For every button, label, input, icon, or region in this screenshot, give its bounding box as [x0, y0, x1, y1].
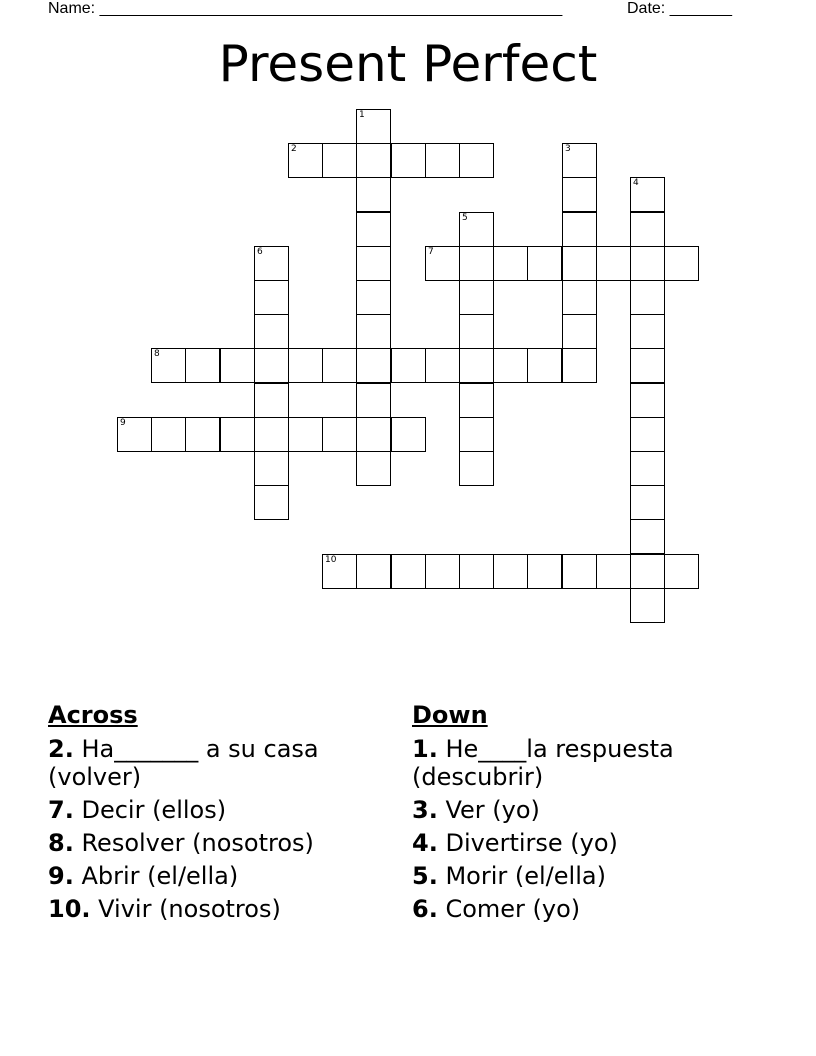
crossword-cell[interactable] [254, 314, 289, 349]
crossword-cell[interactable] [425, 348, 460, 383]
down-clue [412, 796, 752, 824]
crossword-cell[interactable] [630, 451, 665, 486]
crossword-cell[interactable] [596, 554, 631, 589]
crossword-cell[interactable] [630, 519, 665, 554]
crossword-cell[interactable] [391, 417, 426, 452]
clue-text: Decir (ellos) [73, 796, 227, 824]
across-clue [48, 862, 388, 890]
crossword-cell[interactable] [630, 554, 665, 589]
cell-number: 4 [633, 178, 639, 188]
crossword-cell[interactable] [562, 212, 597, 247]
crossword-cell[interactable] [254, 280, 289, 315]
clue-text: Comer (yo) [437, 895, 581, 923]
crossword-cell[interactable] [630, 280, 665, 315]
crossword-cell[interactable] [459, 212, 494, 247]
clue-text: Resolver (nosotros) [73, 829, 314, 857]
crossword-cell[interactable] [391, 143, 426, 178]
crossword-cell[interactable] [425, 246, 460, 281]
crossword-cell[interactable] [630, 588, 665, 623]
crossword-cell[interactable] [322, 348, 357, 383]
cell-number: 1 [359, 110, 365, 120]
clue-number: 6. [412, 895, 438, 923]
crossword-cell[interactable] [596, 246, 631, 281]
crossword-cell[interactable] [151, 417, 186, 452]
crossword-cell[interactable] [356, 383, 391, 418]
crossword-cell[interactable] [459, 417, 494, 452]
crossword-cell[interactable] [356, 348, 391, 383]
crossword-cell[interactable] [493, 348, 528, 383]
crossword-cell[interactable] [356, 451, 391, 486]
cell-number: 3 [565, 144, 571, 154]
crossword-cell[interactable] [185, 348, 220, 383]
crossword-cell[interactable] [459, 383, 494, 418]
crossword-cell[interactable] [459, 246, 494, 281]
down-clue [412, 862, 752, 890]
crossword-cell[interactable] [254, 348, 289, 383]
crossword-cell[interactable] [630, 383, 665, 418]
clue-text: Ha_______ a su casa (volver) [48, 735, 319, 791]
across-heading: Across [48, 701, 138, 729]
clue-text: Vivir (nosotros) [90, 895, 281, 923]
crossword-cell[interactable] [459, 554, 494, 589]
crossword-cell[interactable] [356, 246, 391, 281]
crossword-cell[interactable] [117, 417, 152, 452]
crossword-cell[interactable] [391, 554, 426, 589]
crossword-cell[interactable] [322, 417, 357, 452]
down-clue [412, 895, 752, 923]
crossword-cell[interactable] [425, 554, 460, 589]
name-field-label: Name: ____________________________________________________ [48, 0, 563, 17]
crossword-cell[interactable] [527, 554, 562, 589]
clue-number: 1. [412, 735, 438, 763]
crossword-cell[interactable] [630, 177, 665, 212]
clue-text: Divertirse (yo) [437, 829, 618, 857]
crossword-cell[interactable] [288, 417, 323, 452]
clue-text: Abrir (el/ella) [73, 862, 239, 890]
crossword-cell[interactable] [459, 143, 494, 178]
cell-number: 2 [291, 144, 297, 154]
clue-number: 2. [48, 735, 74, 763]
across-clue [48, 796, 388, 824]
clue-text: Morir (el/ella) [437, 862, 606, 890]
crossword-cell[interactable] [630, 246, 665, 281]
down-heading: Down [412, 701, 488, 729]
crossword-cell[interactable] [356, 417, 391, 452]
crossword-cell[interactable] [220, 417, 255, 452]
crossword-cell[interactable] [527, 246, 562, 281]
crossword-cell[interactable] [562, 314, 597, 349]
across-clue [48, 895, 388, 923]
crossword-cell[interactable] [254, 485, 289, 520]
crossword-cell[interactable] [356, 109, 391, 144]
crossword-cell[interactable] [459, 280, 494, 315]
cell-number: 5 [462, 213, 468, 223]
cell-number: 6 [257, 247, 263, 257]
crossword-cell[interactable] [630, 417, 665, 452]
crossword-cell[interactable] [356, 143, 391, 178]
cell-number: 10 [325, 555, 337, 565]
down-clue [412, 735, 752, 791]
down-clue [412, 829, 752, 857]
clue-text: He____la respuesta (descubrir) [412, 735, 674, 791]
crossword-cell[interactable] [562, 143, 597, 178]
crossword-cell[interactable] [630, 348, 665, 383]
clue-number: 8. [48, 829, 74, 857]
crossword-cell[interactable] [630, 212, 665, 247]
crossword-cell[interactable] [254, 451, 289, 486]
crossword-cell[interactable] [322, 554, 357, 589]
clue-number: 10. [48, 895, 91, 923]
across-clues [48, 701, 388, 928]
cell-number: 9 [120, 418, 126, 428]
crossword-cell[interactable] [493, 554, 528, 589]
crossword-cell[interactable] [664, 554, 699, 589]
crossword-cell[interactable] [288, 143, 323, 178]
clue-number: 3. [412, 796, 438, 824]
across-clue [48, 829, 388, 857]
page-title: Present Perfect [218, 35, 598, 93]
crossword-cell[interactable] [254, 383, 289, 418]
crossword-cell[interactable] [356, 212, 391, 247]
crossword-cell[interactable] [356, 177, 391, 212]
crossword-cell[interactable] [630, 485, 665, 520]
down-clues [412, 701, 752, 928]
crossword-cell[interactable] [630, 314, 665, 349]
crossword-cell[interactable] [220, 348, 255, 383]
crossword-cell[interactable] [322, 143, 357, 178]
crossword-cell[interactable] [185, 417, 220, 452]
crossword-cell[interactable] [356, 314, 391, 349]
crossword-cell[interactable] [391, 348, 426, 383]
crossword-cell[interactable] [664, 246, 699, 281]
clue-text: Ver (yo) [437, 796, 540, 824]
crossword-cell[interactable] [288, 348, 323, 383]
clue-number: 5. [412, 862, 438, 890]
cell-number: 7 [428, 247, 434, 257]
crossword-cell[interactable] [562, 246, 597, 281]
crossword-cell[interactable] [562, 348, 597, 383]
clue-number: 7. [48, 796, 74, 824]
cell-number: 8 [154, 349, 160, 359]
crossword-cell[interactable] [356, 554, 391, 589]
crossword-cell[interactable] [254, 246, 289, 281]
crossword-cell[interactable] [562, 554, 597, 589]
crossword-cell[interactable] [459, 314, 494, 349]
crossword-cell[interactable] [254, 417, 289, 452]
crossword-cell[interactable] [425, 143, 460, 178]
crossword-cell[interactable] [493, 246, 528, 281]
clue-number: 4. [412, 829, 438, 857]
crossword-cell[interactable] [562, 177, 597, 212]
crossword-cell[interactable] [151, 348, 186, 383]
across-clue [48, 735, 388, 791]
crossword-cell[interactable] [527, 348, 562, 383]
crossword-cell[interactable] [562, 280, 597, 315]
date-field-label: Date: _______ [627, 0, 732, 17]
clue-number: 9. [48, 862, 74, 890]
crossword-cell[interactable] [459, 451, 494, 486]
crossword-cell[interactable] [459, 348, 494, 383]
crossword-cell[interactable] [356, 280, 391, 315]
